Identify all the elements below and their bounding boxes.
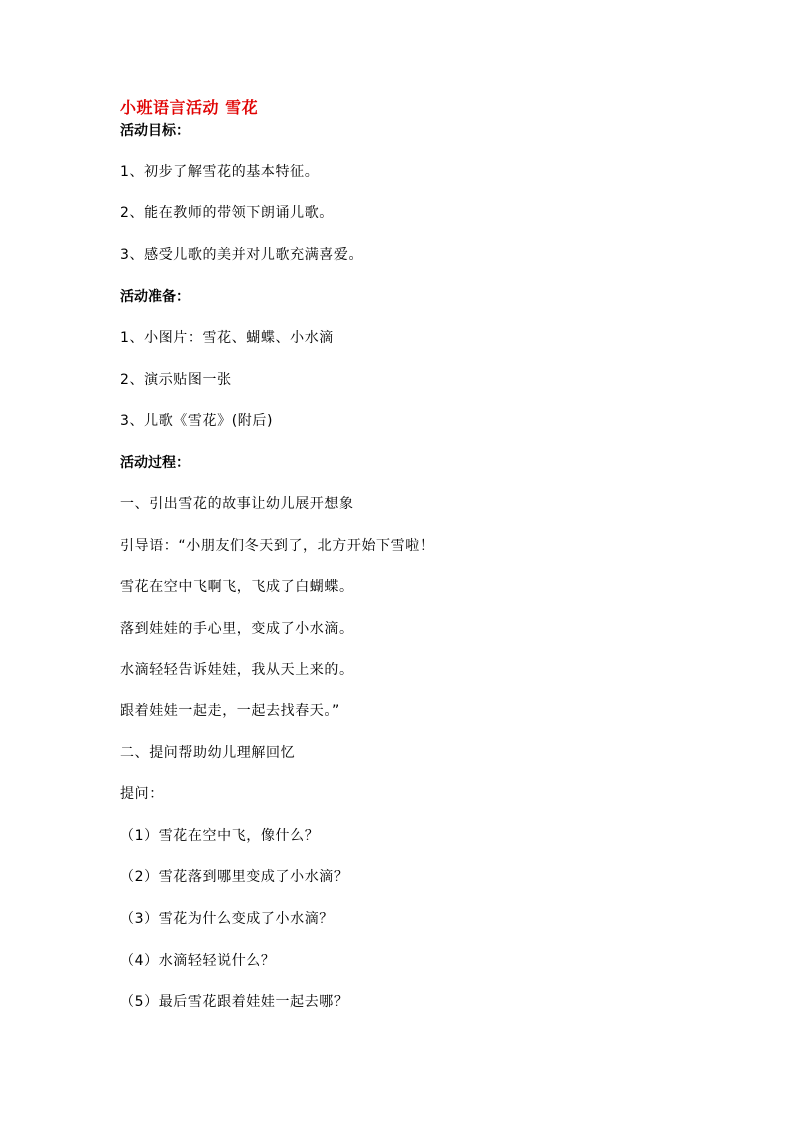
process-line-7: 二、提问帮助幼儿理解回忆 — [120, 745, 296, 761]
goal-item-3: 3、感受儿歌的美并对儿歌充满喜爱。 — [120, 247, 364, 263]
process-line-8: 提问： — [120, 786, 164, 802]
question-3: （3）雪花为什么变成了小水滴？ — [120, 911, 334, 927]
process-line-1: 一、引出雪花的故事让幼儿展开想象 — [120, 496, 354, 512]
question-5: （5）最后雪花跟着娃娃一起去哪？ — [120, 994, 349, 1010]
process-line-3: 雪花在空中飞啊飞，飞成了白蝴蝶。 — [120, 579, 354, 595]
process-line-6: 跟着娃娃一起走，一起去找春天。” — [120, 703, 340, 719]
goal-item-2: 2、能在教师的带领下朗诵儿歌。 — [120, 205, 334, 221]
goal-item-1: 1、初步了解雪花的基本特征。 — [120, 164, 320, 180]
process-line-2: 引导语：“小朋友们冬天到了，北方开始下雪啦！ — [120, 538, 435, 554]
preparation-item-3: 3、儿歌《雪花》(附后) — [120, 413, 274, 429]
preparation-heading: 活动准备： — [120, 289, 190, 305]
question-4: （4）水滴轻轻说什么？ — [120, 953, 276, 969]
question-2: （2）雪花落到哪里变成了小水滴？ — [120, 869, 349, 885]
preparation-item-2: 2、演示贴图一张 — [120, 372, 232, 388]
goals-heading: 活动目标： — [120, 123, 190, 139]
process-line-5: 水滴轻轻告诉娃娃，我从天上来的。 — [120, 662, 354, 678]
process-line-4: 落到娃娃的手心里，变成了小水滴。 — [120, 621, 354, 637]
document-title: 小班语言活动 雪花 — [120, 98, 259, 117]
process-heading: 活动过程： — [120, 455, 190, 471]
question-1: （1）雪花在空中飞，像什么？ — [120, 828, 320, 844]
preparation-item-1: 1、小图片：雪花、蝴蝶、小水滴 — [120, 330, 334, 346]
